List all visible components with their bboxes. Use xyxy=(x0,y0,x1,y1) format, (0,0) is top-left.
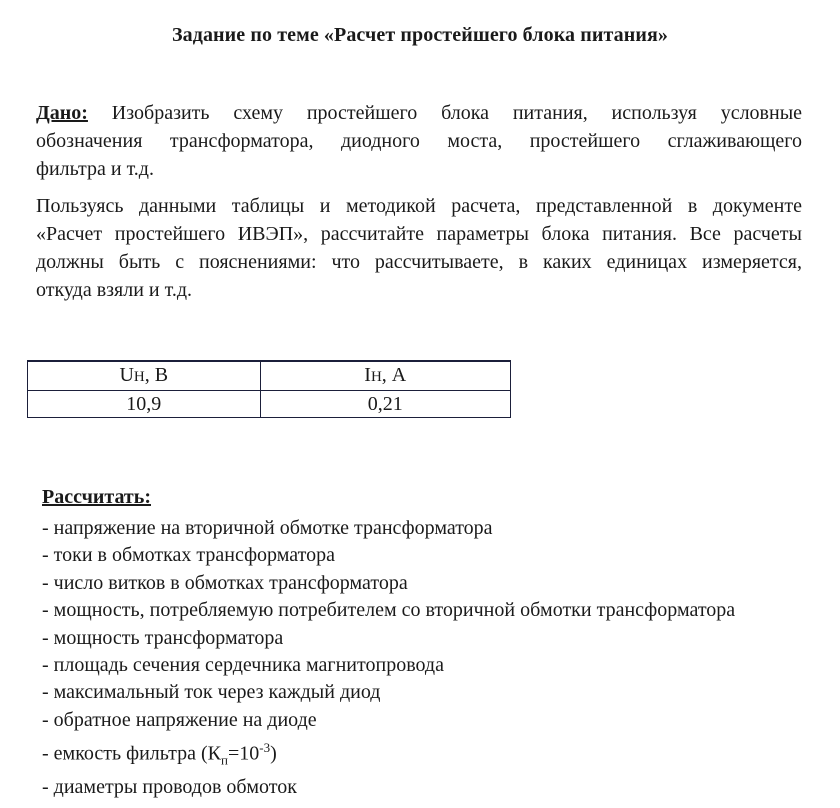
table-row xyxy=(28,391,511,418)
list-item: - токи в обмотках трансформатора xyxy=(42,544,335,567)
parameters-table xyxy=(27,360,511,418)
list-item: - мощность трансформатора xyxy=(42,626,284,649)
list-item: - максимальный ток через каждый диод xyxy=(42,681,381,704)
given-line-3: фильтра и т.д. xyxy=(36,158,154,180)
given-paragraph xyxy=(36,99,802,183)
list-item: - напряжение на вторичной обмотке трансформатора xyxy=(42,517,493,539)
list-item: - число витков в обмотках трансформатора xyxy=(42,571,408,594)
instructions-line-1: Пользуясь данными таблицы и методикой расчета, представленной в документе xyxy=(36,195,802,217)
value-current: 0,21 xyxy=(260,391,510,418)
page-title: Задание по теме «Расчет простейшего блока питания» xyxy=(171,24,668,46)
table-header-row xyxy=(28,361,511,391)
given-label: Дано: xyxy=(36,102,88,124)
given-line-1 xyxy=(36,99,802,127)
calculate-list xyxy=(42,515,822,802)
instructions-paragraph xyxy=(36,192,802,304)
given-line-2: обозначения трансформатора, диодного моста, простейшего сглаживающего xyxy=(36,130,802,152)
instructions-line-3: должны быть с пояснениями: что рассчитываете, в каких единицах измеряется, xyxy=(36,251,802,273)
instructions-line-2: «Расчет простейшего ИВЭП», рассчитайте параметры блока питания. Все расчеты xyxy=(36,223,802,245)
list-item: - площадь сечения сердечника магнитопровода xyxy=(42,654,444,677)
header-voltage: UН, В xyxy=(28,361,261,391)
given-text-1: Изобразить схему простейшего блока питания, используя условные xyxy=(111,102,803,124)
instructions-line-4: откуда взяли и т.д. xyxy=(36,279,193,301)
calculate-title: Рассчитать: xyxy=(42,486,151,508)
list-item: - диаметры проводов обмоток xyxy=(42,776,297,799)
list-item-capacitance: - емкость фильтра $(К_п=10^{-3})$ xyxy=(42,740,277,768)
list-item: - мощность, потребляемую потребителем со вторичной обмотки трансформатора xyxy=(42,599,736,622)
value-voltage: 10,9 xyxy=(28,391,261,418)
header-current: IН, А xyxy=(260,361,510,391)
list-item: - обратное напряжение на диоде xyxy=(42,708,317,731)
